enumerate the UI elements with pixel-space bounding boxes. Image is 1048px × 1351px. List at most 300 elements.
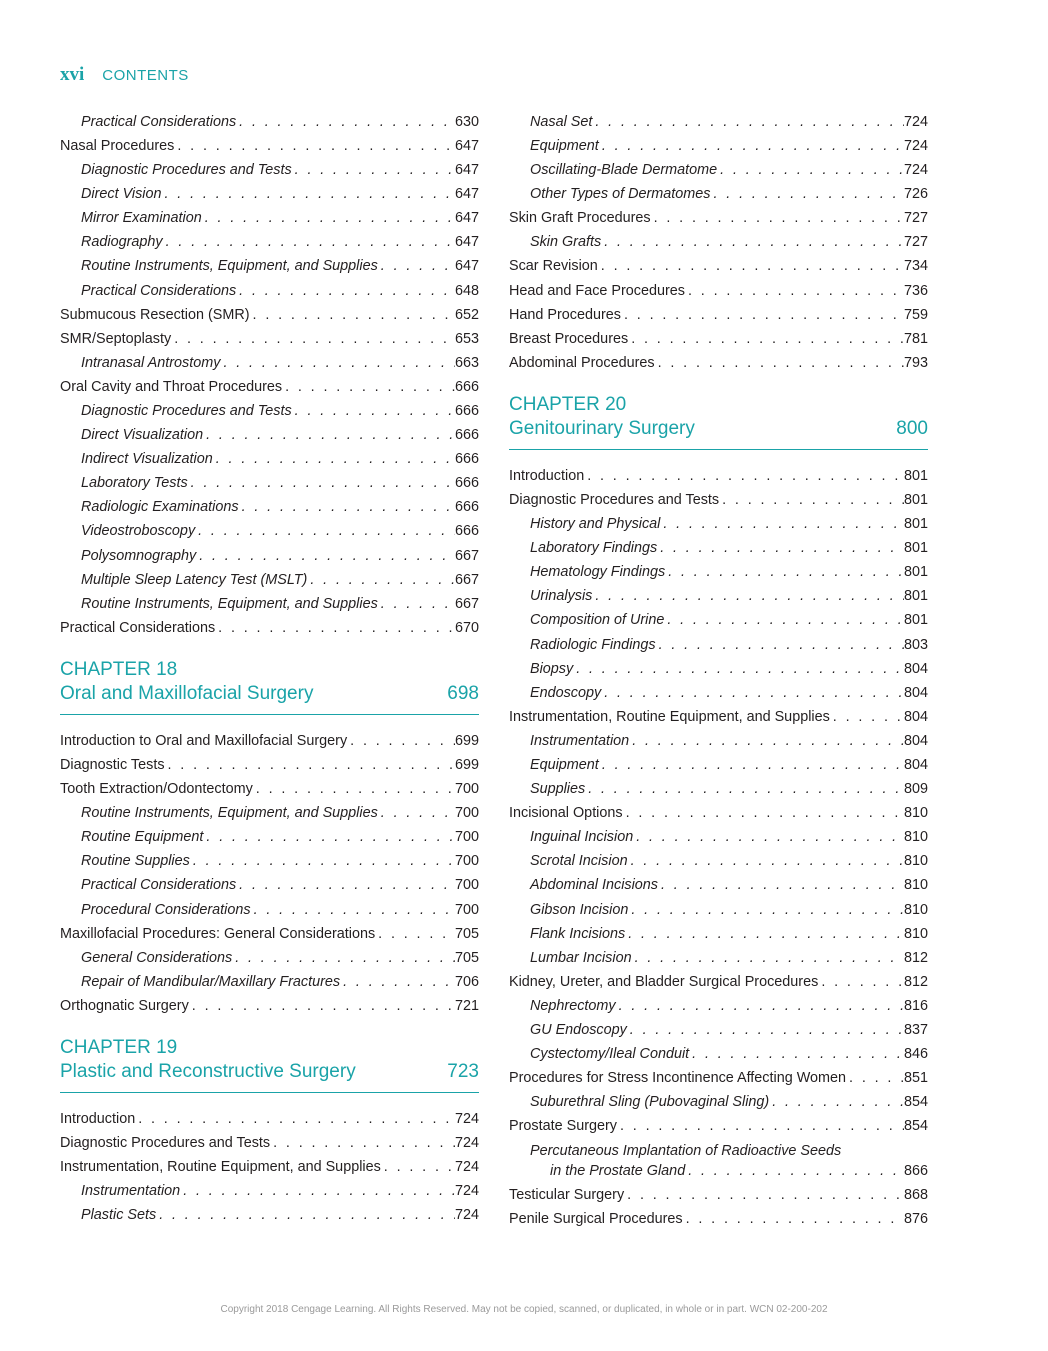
toc-entry-page: 727 [903, 210, 928, 227]
chapter-heading-20 [509, 393, 928, 450]
toc-entry-page: 810 [903, 901, 928, 918]
dot-leader [292, 404, 455, 418]
dot-leader [163, 235, 455, 249]
toc-entry-page: 705 [454, 925, 479, 942]
dot-leader [189, 999, 455, 1013]
toc-entry[interactable] [60, 801, 479, 825]
toc-entry-page: 734 [903, 258, 928, 275]
toc-entry-title: Other Types of Dermatomes [530, 186, 711, 203]
dot-leader [171, 332, 455, 346]
chapter-page: 698 [447, 683, 479, 705]
toc-entry-title: General Considerations [81, 949, 233, 966]
toc-entry-page: 724 [454, 1159, 479, 1176]
dot-leader [658, 878, 904, 892]
toc-entry-page: 801 [903, 564, 928, 581]
toc-entry-title: Penile Surgical Procedures [509, 1210, 683, 1227]
dot-leader [689, 1047, 904, 1061]
toc-entry-title: Lumbar Incision [530, 949, 632, 966]
dot-leader [717, 163, 904, 177]
dot-leader [347, 734, 455, 748]
dot-leader [616, 999, 904, 1013]
toc-entry[interactable] [60, 994, 479, 1018]
toc-entry[interactable] [60, 110, 479, 134]
dot-leader [719, 493, 904, 507]
dot-leader [617, 1119, 904, 1133]
toc-entry-title: Cystectomy/Ileal Conduit [530, 1046, 690, 1063]
toc-entry[interactable] [509, 560, 928, 584]
toc-entry[interactable] [60, 182, 479, 206]
toc-entry[interactable] [509, 303, 928, 327]
dot-leader [156, 1208, 455, 1222]
toc-entry[interactable] [509, 705, 928, 729]
dot-leader [196, 549, 455, 563]
toc-entry-page: 724 [903, 137, 928, 154]
dot-leader [220, 356, 455, 370]
toc-entry-page: 667 [454, 571, 479, 588]
toc-entry[interactable] [509, 488, 928, 512]
toc-entry-title: Hematology Findings [530, 564, 666, 581]
toc-entry[interactable] [509, 536, 928, 560]
toc-entry[interactable] [509, 994, 928, 1018]
toc-entry-page: 810 [903, 853, 928, 870]
dot-leader [195, 524, 455, 538]
toc-entry[interactable] [509, 279, 928, 303]
toc-entry[interactable] [60, 753, 479, 777]
toc-entry-page: 724 [454, 1111, 479, 1128]
toc-entry-title: Routine Equipment [81, 829, 204, 846]
dot-leader [599, 139, 904, 153]
dot-leader [685, 1164, 904, 1178]
toc-entry-page: 726 [903, 186, 928, 203]
toc-entry-page: 866 [903, 1162, 928, 1179]
toc-entry[interactable] [509, 681, 928, 705]
toc-entry-title: Kidney, Ureter, and Bladder Surgical Procedures [509, 973, 819, 990]
toc-entry-page: 647 [454, 258, 479, 275]
toc-group [509, 1183, 928, 1231]
toc-entry-page: 810 [903, 877, 928, 894]
toc-entry[interactable] [509, 327, 928, 351]
toc-entry-title: Instrumentation [81, 1183, 181, 1200]
toc-entry-title: Laboratory Tests [81, 475, 188, 492]
toc-entry[interactable] [509, 351, 928, 375]
toc-entry[interactable] [60, 158, 479, 182]
chapter-label: CHAPTER 18 [60, 659, 178, 681]
toc-entry[interactable] [60, 592, 479, 616]
toc-entry-page: 727 [903, 234, 928, 251]
toc-entry-title: Suburethral Sling (Pubovaginal Sling) [530, 1094, 770, 1111]
toc-entry-title: Equipment [530, 757, 599, 773]
toc-entry-title: Abdominal Incisions [530, 877, 658, 894]
dot-leader [683, 1212, 904, 1226]
chapter-page: 800 [896, 418, 928, 440]
dot-leader [213, 452, 455, 466]
toc-entry-page: 705 [454, 949, 479, 966]
toc-entry-page: 647 [454, 210, 479, 227]
toc-entry-title: Oscillating-Blade Dermatome [530, 162, 718, 179]
dot-leader [232, 951, 455, 965]
toc-entry[interactable] [509, 158, 928, 182]
toc-entry[interactable] [60, 1179, 479, 1203]
chapter-heading-18 [60, 658, 479, 715]
toc-entry-title: Endoscopy [530, 684, 602, 701]
toc-entry[interactable] [60, 1204, 479, 1228]
dot-leader [657, 541, 904, 555]
dot-leader [656, 638, 904, 652]
dot-leader [846, 1071, 904, 1085]
toc-entry-page: 699 [454, 757, 479, 773]
toc-entry-title: Nasal Set [530, 113, 593, 130]
chapter-heading-19 [60, 1036, 479, 1093]
toc-entry-title: Orthognatic Surgery [60, 997, 189, 1014]
toc-entry-page: 759 [903, 306, 928, 323]
toc-entry-page: 837 [903, 1022, 928, 1039]
chapter-page: 723 [447, 1061, 479, 1083]
toc-entry[interactable] [60, 520, 479, 544]
dot-leader [598, 259, 904, 273]
toc-entry[interactable] [60, 544, 479, 568]
toc-entry-page: 809 [903, 781, 928, 798]
dot-leader [651, 211, 904, 225]
toc-entry-title: Inguinal Incision [530, 829, 634, 846]
toc-entry[interactable] [509, 850, 928, 874]
toc-entry[interactable] [509, 464, 928, 488]
toc-entry-page: 793 [903, 354, 928, 371]
toc-entry-title-line2: in the Prostate Gland [550, 1162, 686, 1179]
toc-entry[interactable] [509, 633, 928, 657]
dot-leader [621, 308, 904, 322]
toc-entry-title: Submucous Resection (SMR) [60, 306, 250, 323]
toc-entry-page: 846 [903, 1046, 928, 1063]
toc-entry[interactable] [509, 182, 928, 206]
toc-entry-title: Radiography [81, 234, 163, 251]
toc-entry[interactable] [509, 609, 928, 633]
chapter-title[interactable]: Oral and Maxillofacial Surgery [60, 683, 314, 705]
toc-entry-page: 630 [454, 113, 479, 130]
toc-entry-page: 647 [454, 137, 479, 154]
toc-entry[interactable] [509, 922, 928, 946]
toc-entry[interactable] [509, 1207, 928, 1231]
dot-leader [573, 662, 904, 676]
toc-right-column [509, 110, 928, 1231]
toc-entry-title: Equipment [530, 137, 599, 154]
toc-entry-title: Multiple Sleep Latency Test (MSLT) [81, 571, 308, 588]
toc-entry-title: Plastic Sets [81, 1207, 157, 1224]
toc-entry-page: 801 [903, 612, 928, 629]
toc-entry[interactable] [60, 874, 479, 898]
toc-entry-title: Introduction to Oral and Maxillofacial Surgery [60, 732, 348, 749]
toc-entry-page: 851 [903, 1070, 928, 1087]
toc-entry[interactable] [509, 777, 928, 801]
toc-entry[interactable] [509, 970, 928, 994]
toc-entry-page: 801 [903, 588, 928, 605]
toc-entry[interactable] [60, 351, 479, 375]
dot-leader [135, 1112, 455, 1126]
dot-leader [270, 1136, 455, 1150]
dot-leader [174, 139, 455, 153]
toc-entry[interactable] [509, 1183, 928, 1207]
toc-entry[interactable] [60, 729, 479, 753]
toc-entry-page: 724 [903, 162, 928, 179]
dot-leader [203, 428, 455, 442]
toc-entry[interactable] [60, 375, 479, 399]
toc-entry[interactable] [60, 496, 479, 520]
toc-entry[interactable] [60, 922, 479, 946]
dot-leader [251, 903, 455, 917]
toc-entry-title: Radiologic Findings [530, 636, 656, 653]
toc-entry-title: Biopsy [530, 660, 574, 677]
toc-entry[interactable] [509, 753, 928, 777]
dot-leader [292, 163, 455, 177]
toc-entry[interactable] [509, 255, 928, 279]
toc-entry-title: Procedural Considerations [81, 901, 251, 918]
toc-entry-page: 666 [454, 378, 479, 395]
toc-entry[interactable] [60, 471, 479, 495]
toc-entry[interactable] [60, 399, 479, 423]
toc-entry[interactable] [60, 255, 479, 279]
toc-entry-title: Scar Revision [509, 258, 598, 275]
dot-leader [180, 1184, 455, 1198]
toc-entry[interactable] [509, 206, 928, 230]
toc-entry-page: 781 [903, 330, 928, 347]
toc-entry[interactable] [60, 568, 479, 592]
toc-entry-percutaneous[interactable] [509, 1139, 928, 1183]
toc-entry-page: 804 [903, 732, 928, 749]
toc-entry[interactable] [509, 946, 928, 970]
toc-entry-title: Indirect Visualization [81, 451, 213, 468]
dot-leader [378, 597, 455, 611]
dot-leader [664, 613, 904, 627]
toc-entry-page: 666 [454, 499, 479, 516]
toc-entry-title: Procedures for Stress Incontinence Affecting Women [509, 1070, 847, 1087]
toc-group [60, 110, 479, 640]
chapter-title[interactable]: Plastic and Reconstructive Surgery [60, 1061, 356, 1083]
toc-entry-title: Direct Vision [81, 186, 162, 203]
dot-leader [665, 565, 904, 579]
toc-entry-title: Incisional Options [509, 805, 623, 822]
toc-entry[interactable] [60, 1155, 479, 1179]
toc-entry[interactable] [60, 946, 479, 970]
dot-leader [818, 975, 904, 989]
toc-entry-page: 666 [454, 523, 479, 540]
toc-entry[interactable] [60, 970, 479, 994]
toc-entry-title: Polysomnography [81, 547, 197, 564]
toc-entry-title: Routine Instruments, Equipment, and Supplies [81, 595, 378, 612]
toc-entry-title: Skin Graft Procedures [509, 210, 651, 227]
toc-entry[interactable] [60, 230, 479, 254]
dot-leader [628, 854, 904, 868]
toc-entry-title: Practical Considerations [60, 619, 216, 636]
toc-entry-title: Oral Cavity and Throat Procedures [60, 378, 283, 395]
dot-leader [381, 1160, 455, 1174]
toc-entry-page: 706 [454, 973, 479, 990]
toc-entry[interactable] [60, 134, 479, 158]
toc-entry-title: Skin Grafts [530, 234, 602, 251]
dot-leader [202, 211, 455, 225]
toc-entry-page: 700 [454, 829, 479, 846]
toc-entry-title: Practical Considerations [81, 113, 237, 130]
toc-entry-page: 804 [903, 757, 928, 773]
toc-entry-title: Practical Considerations [81, 877, 237, 894]
toc-entry[interactable] [509, 1115, 928, 1139]
toc-entry-page: 663 [454, 354, 479, 371]
toc-entry[interactable] [509, 874, 928, 898]
toc-entry[interactable] [509, 657, 928, 681]
toc-entry[interactable] [60, 898, 479, 922]
toc-entry-title: Instrumentation [530, 732, 630, 749]
toc-entry[interactable] [60, 206, 479, 230]
dot-leader [215, 621, 455, 635]
toc-entry-title: Urinalysis [530, 588, 593, 605]
toc-entry-page: 700 [454, 853, 479, 870]
toc-group [509, 110, 928, 375]
dot-leader [685, 284, 904, 298]
toc-entry-page: 876 [903, 1210, 928, 1227]
dot-leader [632, 951, 904, 965]
toc-group [509, 464, 928, 1139]
toc-entry-title: Radiologic Examinations [81, 499, 239, 516]
dot-leader [239, 500, 455, 514]
toc-entry-title: Intranasal Antrostomy [81, 354, 221, 371]
toc-entry-page: 810 [903, 925, 928, 942]
dot-leader [190, 854, 455, 868]
toc-entry-title: GU Endoscopy [530, 1022, 627, 1039]
toc-entry-title: Supplies [530, 781, 586, 798]
toc-entry-title: Diagnostic Procedures and Tests [81, 162, 292, 179]
dot-leader [250, 308, 455, 322]
toc-entry-page: 724 [454, 1207, 479, 1224]
toc-entry-page: 666 [454, 475, 479, 492]
toc-entry-title: Nasal Procedures [60, 137, 175, 154]
toc-entry-title: Gibson Incision [530, 901, 629, 918]
dot-leader [584, 469, 904, 483]
toc-entry[interactable] [509, 1018, 928, 1042]
page-number: xvi [60, 64, 85, 85]
toc-entry-title: Routine Instruments, Equipment, and Supplies [81, 805, 378, 822]
toc-entry-page: 804 [903, 684, 928, 701]
toc-entry-title: SMR/Septoplasty [60, 330, 172, 347]
toc-entry[interactable] [60, 303, 479, 327]
toc-entry-title: Diagnostic Procedures and Tests [60, 1135, 271, 1152]
dot-leader [162, 187, 455, 201]
dot-leader [378, 806, 455, 820]
toc-entry-title-line1: Percutaneous Implantation of Radioactive Seeds [530, 1142, 842, 1159]
chapter-label: CHAPTER 20 [509, 394, 627, 416]
chapter-title[interactable]: Genitourinary Surgery [509, 418, 695, 440]
toc-group [60, 729, 479, 1018]
toc-entry-page: 647 [454, 186, 479, 203]
dot-leader [585, 782, 904, 796]
toc-entry-title: Introduction [509, 467, 585, 484]
toc-entry-title: Videostroboscopy [81, 523, 196, 540]
toc-entry[interactable] [509, 801, 928, 825]
toc-entry-page: 812 [903, 949, 928, 966]
dot-leader [628, 332, 904, 346]
toc-entry-page: 666 [454, 402, 479, 419]
toc-entry-title: Abdominal Procedures [509, 354, 655, 371]
toc-entry-title: Routine Instruments, Equipment, and Supplies [81, 258, 378, 275]
toc-entry[interactable] [509, 585, 928, 609]
toc-entry-page: 724 [454, 1183, 479, 1200]
toc-entry-title: Repair of Mandibular/Maxillary Fractures [81, 973, 341, 990]
toc-entry-page: 724 [903, 113, 928, 130]
toc-entry-title: History and Physical [530, 516, 661, 533]
toc-entry[interactable] [509, 134, 928, 158]
toc-entry[interactable] [509, 230, 928, 254]
dot-leader [592, 115, 904, 129]
toc-entry-page: 667 [454, 547, 479, 564]
toc-entry[interactable] [60, 279, 479, 303]
toc-entry[interactable] [509, 898, 928, 922]
toc-entry[interactable] [60, 777, 479, 801]
toc-entry-page: 648 [454, 282, 479, 299]
toc-entry-title: Nephrectomy [530, 997, 616, 1014]
toc-entry-page: 700 [454, 877, 479, 894]
dot-leader [592, 589, 904, 603]
dot-leader [830, 710, 904, 724]
toc-entry-page: 647 [454, 234, 479, 251]
dot-leader [627, 1023, 904, 1037]
dot-leader [623, 806, 904, 820]
dot-leader [629, 734, 904, 748]
toc-entry[interactable] [509, 825, 928, 849]
toc-entry[interactable] [509, 512, 928, 536]
toc-entry[interactable] [60, 1131, 479, 1155]
dot-leader [599, 758, 904, 772]
toc-entry-page: 804 [903, 708, 928, 725]
toc-entry-page: 812 [903, 973, 928, 990]
toc-entry[interactable] [509, 729, 928, 753]
toc-entry-title: Maxillofacial Procedures: General Considerations [60, 925, 376, 942]
toc-entry-title: Routine Supplies [81, 853, 190, 870]
toc-entry-page: 700 [454, 805, 479, 822]
toc-left-column [60, 110, 479, 1228]
dot-leader [628, 903, 904, 917]
toc-entry-title: Diagnostic Procedures and Tests [509, 491, 720, 508]
toc-entry[interactable] [60, 850, 479, 874]
toc-entry-title: Instrumentation, Routine Equipment, and Supplies [60, 1159, 381, 1176]
toc-entry-page: 736 [903, 282, 928, 299]
dot-leader [633, 830, 904, 844]
toc-entry-continuation [509, 1159, 928, 1183]
toc-entry[interactable] [509, 1066, 928, 1090]
toc-entry-page: 816 [903, 997, 928, 1014]
toc-entry[interactable] [60, 447, 479, 471]
dot-leader [282, 380, 455, 394]
toc-entry[interactable] [509, 1042, 928, 1066]
toc-entry-page: 666 [454, 427, 479, 444]
toc-entry[interactable] [60, 327, 479, 351]
toc-entry[interactable] [60, 825, 479, 849]
toc-entry-page: 868 [903, 1186, 928, 1203]
toc-entry-title: Laboratory Findings [530, 540, 658, 557]
toc-entry[interactable] [509, 1090, 928, 1114]
toc-entry[interactable] [509, 110, 928, 134]
dot-leader [188, 476, 455, 490]
toc-entry[interactable] [60, 1107, 479, 1131]
toc-entry-title: Head and Face Procedures [509, 282, 685, 299]
dot-leader [203, 830, 455, 844]
toc-entry-page: 647 [454, 162, 479, 179]
toc-entry-title: Introduction [60, 1111, 136, 1128]
dot-leader [601, 686, 904, 700]
toc-entry-title: Prostate Surgery [509, 1118, 617, 1135]
toc-entry-page: 854 [903, 1118, 928, 1135]
copyright-footer: Copyright 2018 Cengage Learning. All Rights Reserved. May not be copied, scanned, or duplicated, in whole or in part. WCN 02-200-202 [220, 1304, 828, 1315]
toc-entry[interactable] [60, 423, 479, 447]
toc-entry-title: Diagnostic Tests [60, 757, 165, 773]
toc-entry[interactable] [60, 616, 479, 640]
dot-leader [710, 187, 904, 201]
